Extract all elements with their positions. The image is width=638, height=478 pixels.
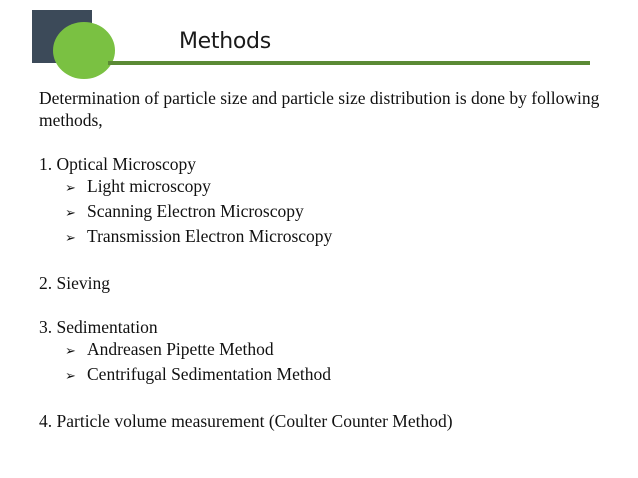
method-title: 3. Sedimentation — [39, 317, 158, 337]
method-title: 4. Particle volume measurement (Coulter Counter Method) — [39, 411, 453, 431]
sub-method-label: Centrifugal Sedimentation Method — [87, 364, 331, 384]
sub-method-list — [39, 338, 609, 388]
sub-method-label: Transmission Electron Microscopy — [87, 226, 333, 246]
sub-method-label: Scanning Electron Microscopy — [87, 201, 304, 221]
intro-text: Determination of particle size and particle size distribution is done by following methods, — [39, 88, 600, 130]
sub-method-item — [39, 225, 609, 250]
slide-title: Methods — [179, 29, 271, 54]
title-underline — [108, 61, 590, 65]
arrow-bullet-icon: ➢ — [65, 231, 76, 246]
slide-body — [39, 87, 609, 432]
sub-method-label: Light microscopy — [87, 176, 211, 196]
method-particle-volume — [39, 410, 609, 432]
arrow-bullet-icon: ➢ — [65, 344, 76, 359]
method-sedimentation — [39, 316, 609, 388]
arrow-bullet-icon: ➢ — [65, 206, 76, 221]
method-title: 2. Sieving — [39, 273, 110, 293]
arrow-bullet-icon: ➢ — [65, 181, 76, 196]
method-title: 1. Optical Microscopy — [39, 154, 196, 174]
method-optical-microscopy — [39, 153, 609, 250]
decorative-circle — [53, 22, 115, 79]
sub-method-item — [39, 200, 609, 225]
sub-method-item — [39, 338, 609, 363]
sub-method-item — [39, 363, 609, 388]
sub-method-item — [39, 175, 609, 200]
method-sieving — [39, 272, 609, 294]
arrow-bullet-icon: ➢ — [65, 369, 76, 384]
sub-method-label: Andreasen Pipette Method — [87, 339, 274, 359]
sub-method-list — [39, 175, 609, 250]
